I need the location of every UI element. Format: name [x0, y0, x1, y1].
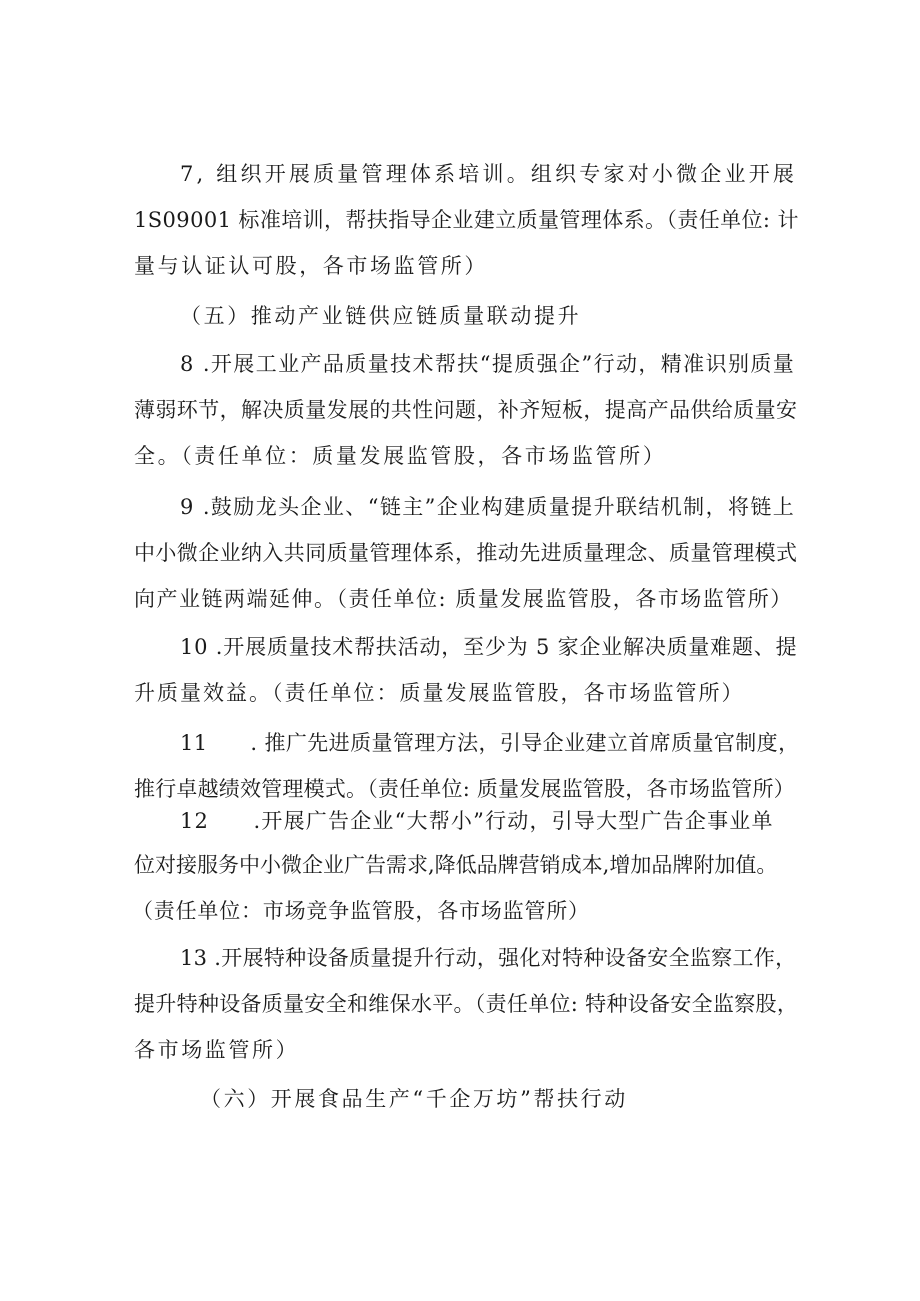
text-line: 11 . 推广先进质量管理方法，引导企业建立首席质量官制度，	[180, 731, 800, 755]
text-line: 升质量效益。（责任单位：质量发展监管股，各市场监管所）	[134, 681, 745, 705]
text-line: 位对接服务中小微企业广告需求,降低品牌营销成本,增加品牌附加值。	[134, 853, 778, 877]
text-line: 全。（责任单位：质量发展监管股，各市场监管所）	[134, 444, 667, 468]
text-line: 8 .开展工业产品质量技术帮扶“提质强企”行动，精准识别质量	[180, 352, 796, 376]
text-line: 9 .鼓励龙头企业、“链主”企业构建质量提升联结机制，将链上	[180, 495, 796, 519]
text-line: 提升特种设备质量安全和维保水平。（责任单位: 特种设备安全监察股，	[134, 992, 799, 1016]
section-heading: （六）开展食品生产“千企万坊”帮扶行动	[200, 1087, 628, 1111]
text-line: 7, 组织开展质量管理体系培训。组织专家对小微企业开展	[180, 162, 798, 186]
text-line: 向产业链两端延伸。（责任单位: 质量发展监管股，各市场监管所）	[134, 587, 793, 611]
text-line: （责任单位：市场竞争监管股，各市场监管所）	[132, 899, 590, 923]
text-line: 12 .开展广告企业“大帮小”行动，引导大型广告企事业单	[180, 809, 774, 833]
text-line: 薄弱环节，解决质量发展的共性问题，补齐短板，提高产品供给质量安	[134, 398, 798, 422]
text-line: 推行卓越绩效管理模式。（责任单位: 质量发展监管股，各市场监管所）	[134, 777, 795, 801]
text-line: 量与认证认可股，各市场监管所）	[134, 254, 488, 278]
text-line: 13 .开展特种设备质量提升行动，强化对特种设备安全监察工作，	[180, 946, 797, 970]
text-line: 各市场监管所）	[134, 1038, 300, 1062]
section-heading: （五）推动产业链供应链质量联动提升	[180, 304, 582, 328]
text-line: 10 .开展质量技术帮扶活动，至少为 5 家企业解决质量难题、提	[180, 635, 798, 659]
text-line: 1S09001 标准培训，帮扶指导企业建立质量管理体系。（责任单位: 计	[134, 208, 799, 232]
text-line: 中小微企业纳入共同质量管理体系，推动先进质量理念、质量管理模式	[134, 541, 798, 565]
